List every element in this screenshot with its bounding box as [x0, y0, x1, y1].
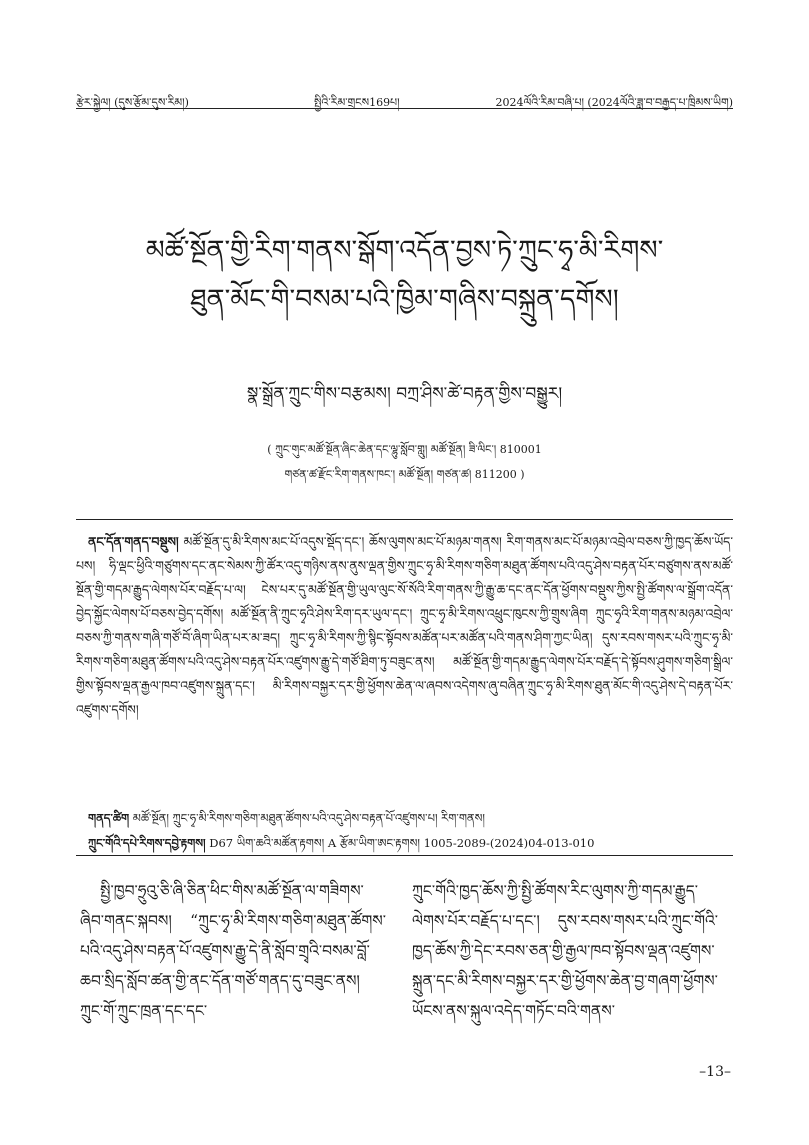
article-title-line-2: ཐུན་མོང་གི་བསམ་པའི་ཁྱིམ་གཞིས་བསྐྲུན་དགོས།: [190, 284, 619, 315]
body-column-right: ཀྲུང་གོའི་ཁྱད་ཆོས་ཀྱི་སྤྱི་ཚོགས་རིང་ལུགས་ཀྱི་གདམ་རྒྱུད་ལེགས་པོར་བརྗོད་པ་དང་། དུས་རབས་གསར་པའི་ཀྲུང་གོའི་ཁྱད་ཆོས་ཀྱི་དེང་རབས་ཅན་གྱི་རྒྱལ་ཁབ་སྟོབས་ལྡན་འཛུགས་སྐྲུན་དང་མི་རིགས་བསྐྱར་དར་གྱི་ཕྱོགས་ཆེན་བྱ་གཞག་ཕྱོགས་ཡོངས་ནས་སྐུལ་འདེད་གཏོང་བའི་གནས་: [412, 882, 718, 1020]
header-rule: [76, 108, 733, 109]
classification-text: D67 ཡིག་ཆའི་མཚོན་རྟགས། A རྩོམ་ཡིག་ཨང་རྟགས། 1005-2089-(2024)04-013-010: [209, 836, 595, 850]
body-column-left: སྤྱི་ཁྱབ་ཧྲུའུ་ཅི་ཞི་ཅིན་ཕིང་གིས་མཚོ་སྔོན་ལ་གཟིགས་ཞིབ་གནང་སྐབས། “ཀྲུང་ཧྭ་མི་རིགས་གཅིག་མཐུན་ཚོགས་པའི་འདུ་ཤེས་བརྟན་པོ་འཛུགས་རྒྱུ་དེ་ནི་སློབ་གྲྭའི་བསམ་བློ་ཆབ་སྲིད་སློབ་ཚན་གྱི་ནང་དོན་གཙོ་གནད་དུ་བཟུང་ནས། ཀྲུང་གོ་ཀྲུང་ཁྲན་དང་དང་: [80, 882, 386, 1020]
abstract-text: མཚོ་སྔོན་དུ་མི་རིགས་མང་པོ་འདུས་སྡོད་དང་། ཆོས་ལུགས་མང་པོ་མཉམ་གནས། རིག་གནས་མང་པོ་མཉམ་འབྲེལ་བཅས་ཀྱི་ཁྱད་ཆོས་ཡོད་པས། ཧི་ལྡང་ཕྱིའི་གཙུགས་དང་ནང་སེམས་ཀྱི་ཚོར་འདུ་གཉིས་ནས་ནུས་ལྡན་གྱིས་ཀྲུང་ཧྭ་མི་རིགས་གཅིག་མཐུན་ཚོགས་པའི་འདུ་ཤེས་བརྟན་པོར་བཙུགས་ནས་མཚོ་སྔོན་གྱི་གདམ་རྒྱུད་ལེགས་པོར་བརྗོད་པ་ལ། ངེས་པར་དུ་མཚོ་སྔོན་གྱི་ཡུལ་ལུང་སོ་སོའི་རིག་གནས་ཀྱི་རྒྱུ་ཆ་དང་ནང་དོན་ཕྱོགས་བསྡུས་ཀྱིས་སྤྱི་ཚོགས་ལ་སྒྲོག་འདོན་བྱེད་སྐྱོང་ལེགས་པོ་བཅས་བྱེད་དགོས། མཚོ་སྔོན་ནི་ཀྲུང་ཧྭའི་ཤེས་རིག་དར་ཡུལ་དང་། ཀྲུང་ཧྭ་མི་རིགས་འཕྲུང་ཁུངས་ཀྱི་གྲུས་ཞིག ཀྲུང་ཧྭའི་རིག་གནས་མཉམ་འབྲེལ་བཅས་ཀྱི་གནས་གཞི་གཙོ་བོ་ཞིག་ཡིན་པར་མ་ཟད། ཀྲུང་ཧྭ་མི་རིགས་ཀྱི་སྙིང་སྟོབས་མཚོན་པར་མཚོན་པའི་གནས་ཤིག་ཀྱང་ཡིན། དུས་རབས་གསར་པའི་ཀྲུང་ཧྭ་མི་རིགས་གཅིག་མཐུན་ཚོགས་པའི་འདུ་ཤེས་བརྟན་པོར་འཛུགས་རྒྱུ་དེ་གཙོ་ཐིག་ཏུ་བཟུང་ནས། མཚོ་སྔོན་གྱི་གདམ་རྒྱུད་ལེགས་པོར་བརྗོད་དེ་སྟོབས་ཤུགས་གཅིག་སྒྲིལ་གྱིས་སྟོབས་ལྡན་རྒྱལ་ཁབ་འཛུགས་སྐྲུན་དང་། མི་རིགས་བསྐྱར་དར་གྱི་ཕྱོགས་ཆེན་ལ་ཞབས་འདེགས་ཞུ་བཞིན་ཀྲུང་ཧྭ་མི་རིགས་ཐུན་མོང་གི་འདུ་ཤེས་དེ་བརྟན་པོར་འཛུགས་དགོས།: [76, 534, 733, 717]
article-title-line-1: མཚོ་སྔོན་གྱི་རིག་གནས་སྒོག་འདོན་བྱས་ཏེ་ཀྲུང་ཧྭ་མི་རིགས་: [145, 235, 664, 266]
journal-name: རྩེར་སྐྱེལ། (དུས་རྩོམ་དུས་རིམ།): [76, 96, 189, 109]
page-number: –13–: [699, 1064, 731, 1080]
abstract: [76, 530, 733, 722]
affiliation-line-2: གཙན་ཚ་རྫོང་རིག་གནས་ཁང་། མཚོ་སྔོན། གཙན་ཚ། 811200 ): [284, 468, 525, 481]
running-header: [76, 86, 733, 109]
affiliation-line-1: ( ཀྲུང་གུང་མཚོ་སྔོན་ཞིང་ཆེན་དང་ལྷུ་སློབ་གླུ། མཚོ་སྔོན། ཟི་ལིང་། 810001: [267, 443, 542, 456]
abstract-top-rule: [76, 519, 733, 520]
keywords-label: གནད་ཚིག: [88, 811, 130, 825]
issue-date: 2024ལོའི་རིམ་བཞི་པ། (2024ལོའི་ཟླ་བ་བརྒྱད་པ་ཁྲིམས་ཡིག): [495, 96, 733, 109]
classification-codes: [76, 830, 733, 863]
keywords-text: མཚོ་སྔོན། ཀྲུང་ཧྭ་མི་རིགས་གཅིག་མཐུན་ཚོགས་པའི་འདུ་ཤེས་བརྟན་པོ་འཛུགས་པ། རིག་གནས།: [132, 811, 485, 825]
abstract-label: ནང་དོན་གནད་བསྡུས།: [88, 534, 179, 549]
author-line: སྣ་སྒྲོན་ཀྲུང་གིས་བརྩམས། བཀྲ་ཤིས་ཚེ་བརྟན་གྱིས་བསྒྱུར།: [246, 384, 563, 404]
issue-total-number: སྤྱིའི་རིམ་གྲངས169པ།: [314, 96, 400, 109]
classification-label: ཀྲུང་གོའི་དཔེ་རིགས་དབྱེ་རྟགས།: [88, 836, 206, 850]
abstract-bottom-rule: [76, 855, 733, 856]
